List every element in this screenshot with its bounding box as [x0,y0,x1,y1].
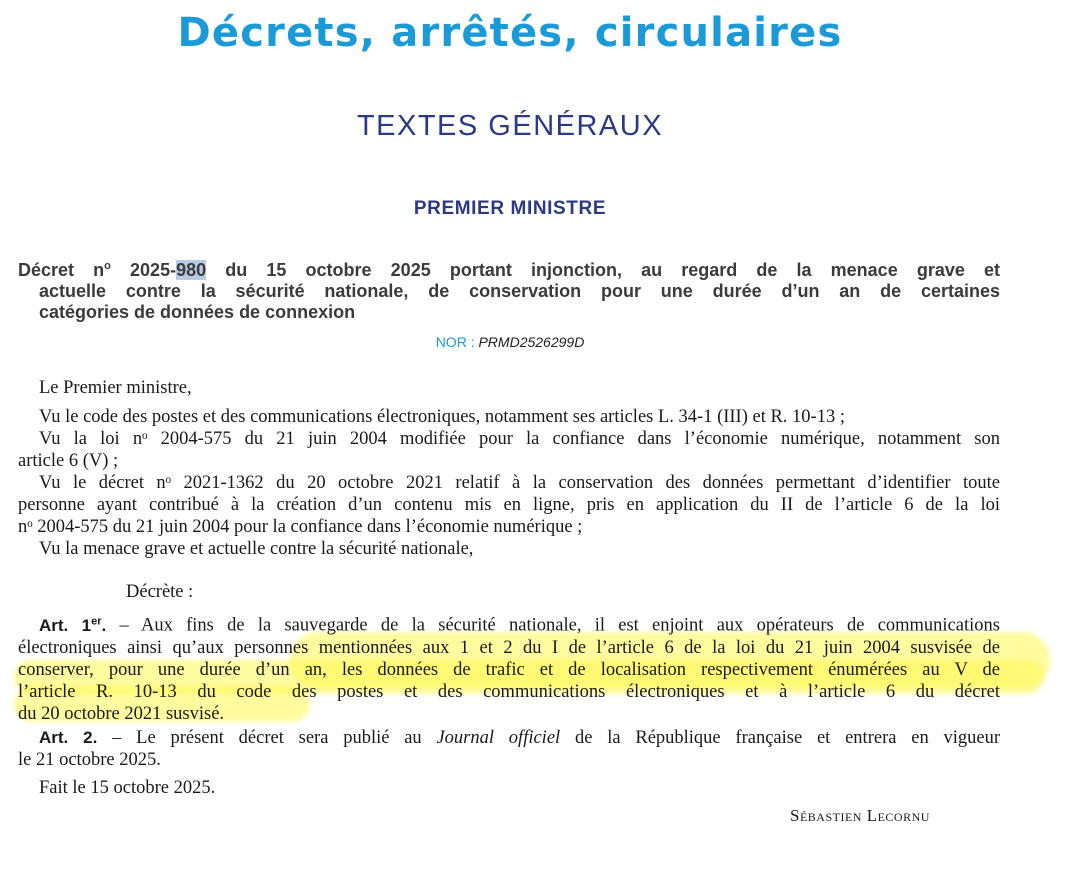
article-2-line: Art. 2. – Le présent décret sera publié au Journal officiel de la République française et entrera en vigueur [39,728,1000,748]
decree-title-line-3: catégories de données de connexion [39,302,356,322]
nor-value: PRMD2526299D [478,334,585,350]
visa-line: nᵒ 2004-575 du 21 juin 2004 pour la confiance dans l’économie numérique ; [18,517,583,537]
preamble-line: Le Premier ministre, [39,378,192,398]
decree-title-line-2: actuelle contre la sécurité nationale, de conservation pour une durée d’un an de certaines [39,281,1000,301]
visa-line: Vu le code des postes et des communications électroniques, notamment ses articles L. 34-1 (III) et R. 10-13 ; [39,407,845,427]
fait-line: Fait le 15 octobre 2025. [39,778,216,798]
ministry-heading: PREMIER MINISTRE [413,198,607,219]
selected-decree-number[interactable]: 980 [176,260,207,280]
article-2 [18,727,1000,771]
article-1-line: électroniques ainsi qu’aux personnes mentionnées aux 1 et 2 du I de l’article 6 de la loi du 21 juin 2004 susvisée de [18,637,1000,658]
article-1-line: conserver, pour une durée d’un an, les données de trafic et de localisation respectivement énumérées au V de [18,659,1000,680]
nor-label: NOR : [435,334,479,350]
decree-title-line-1: Décret $n^o$ 2025-980 du 15 octobre 2025 portant injonction, au regard de la menace grave et [18,260,1001,280]
article-1-line: du 20 octobre 2021 susvisé. [18,703,225,724]
preamble [18,377,1000,399]
visa-line: Vu la loi nᵒ 2004-575 du 21 juin 2004 modifiée pour la confiance dans l’économie numérique, notamment son [39,429,1000,449]
section-heading: TEXTES GÉNÉRAUX [356,110,664,142]
article-2-label: Art. 2. [39,728,98,747]
article-1-line: Art. 1er. – Aux fins de la sauvegarde de la sécurité nationale, il est enjoint aux opérateurs de communications [39,615,1000,636]
signature: Sébastien Lecornu [790,806,930,825]
visa-line: Vu la menace grave et actuelle contre la sécurité nationale, [39,539,474,559]
article-1-line: l’article R. 10-13 du code des postes et des communications électroniques et à l’article 6 du décret [18,681,1000,702]
visa-line: article 6 (V) ; [18,451,119,471]
journal-section-title: Décrets, arrêtés, circulaires [177,10,843,56]
journal-officiel-italic: Journal officiel [436,728,561,748]
visa-line: personne ayant contribué à la création d’un contenu mis en ligne, pris en application du II de l’article 6 de la loi [18,495,1000,515]
article-1 [18,610,1000,725]
decrete-line: Décrète : [126,582,194,602]
decree-title [18,256,1000,323]
visa-line: Vu le décret nᵒ 2021-1362 du 20 octobre 2021 relatif à la conservation des données permettant d’identifier toute [39,473,1000,493]
visa-block [18,406,1000,560]
nor-reference [0,334,1020,350]
article-2-line: le 21 octobre 2025. [18,750,161,770]
article-1-label: Art. 1er. [39,615,107,635]
